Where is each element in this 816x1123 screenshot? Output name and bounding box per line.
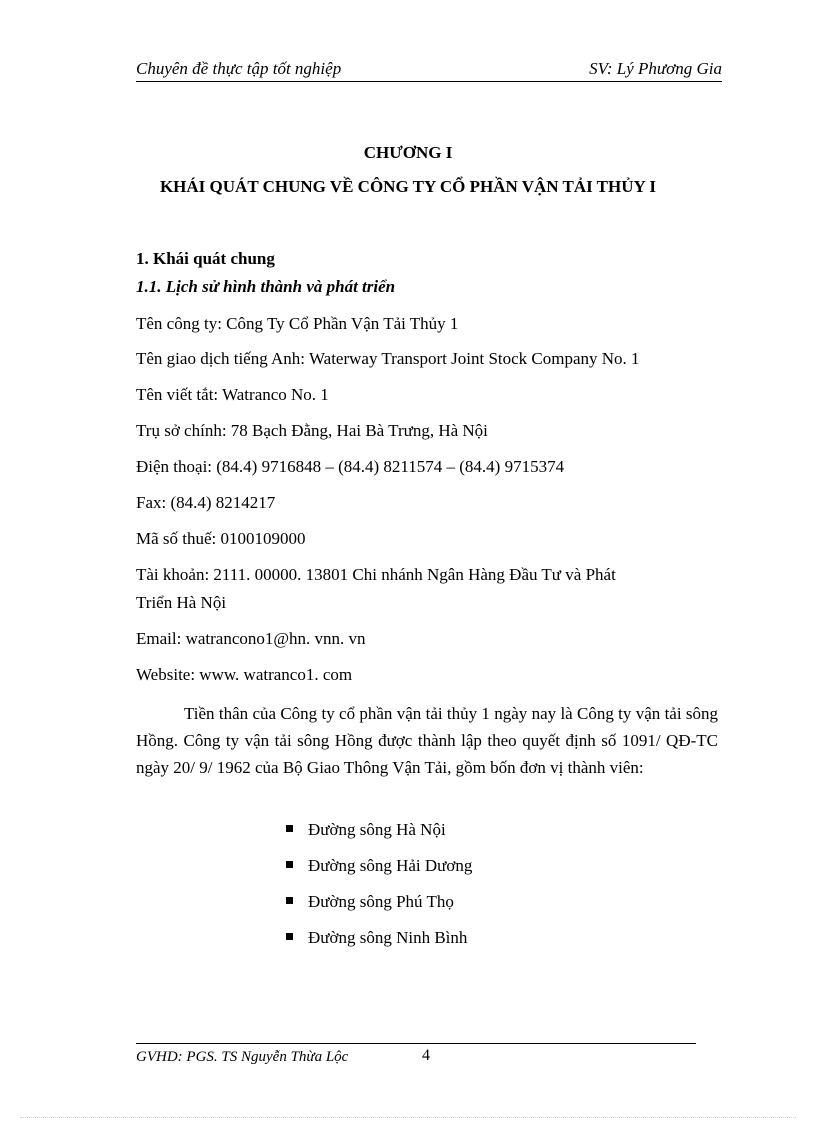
chapter-number: CHƯƠNG I [363,143,453,162]
list-item [286,928,472,964]
bullet-square-icon [286,897,293,904]
fax-number: Fax: (84.4) 8214217 [136,493,276,512]
chapter-title: KHÁI QUÁT CHUNG VỀ CÔNG TY CỔ PHẦN VẬN TẢI THỦY I [159,177,657,196]
history-paragraph: Tiền thân của Công ty cổ phần vận tải thủy 1 ngày nay là Công ty vận tải sông Hồng. Công ty vận tải sông Hồng được thành lập theo quyết định số 1091/ QĐ-TC ngày 20/ 9/ 1962 của Bộ Giao Thông Vận Tải, gồm bốn đơn vị thành viên: [136,704,718,777]
page-number: 4 [422,1047,430,1064]
page-bottom-divider [20,1117,796,1118]
member-unit-name: Đường sông Ninh Bình [308,928,468,947]
email-address: Email: watrancono1@hn. vnn. vn [136,629,366,648]
bullet-square-icon [286,825,293,832]
footer-divider [136,1043,696,1044]
footer-advisor: GVHD: PGS. TS Nguyễn Thừa Lộc [136,1049,349,1065]
list-item [286,856,472,892]
company-name: Tên công ty: Công Ty Cổ Phần Vận Tải Thủy 1 [136,314,459,333]
phone-numbers: Điện thoại: (84.4) 9716848 – (84.4) 8211574 – (84.4) 9715374 [136,457,565,476]
list-item [286,820,472,856]
list-item [286,892,472,928]
bullet-square-icon [286,933,293,940]
member-unit-name: Đường sông Hải Dương [308,856,473,875]
abbreviation: Tên viết tắt: Watranco No. 1 [136,385,329,404]
section-heading: 1. Khái quát chung [136,249,275,268]
website-address: Website: www. watranco1. com [136,665,353,684]
bullet-square-icon [286,861,293,868]
tax-code: Mã số thuế: 0100109000 [136,529,306,548]
page-header [136,57,722,82]
header-student-name: SV: Lý Phương Gia [589,59,722,78]
subsection-heading: 1.1. Lịch sử hình thành và phát triển [136,277,396,296]
member-unit-name: Đường sông Phú Thọ [308,892,454,911]
bank-account-line1: Tài khoản: 2111. 00000. 13801 Chi nhánh Ngân Hàng Đầu Tư và Phát [136,565,616,584]
member-units-list [286,820,472,964]
bank-account-line2: Triển Hà Nội [136,593,227,612]
member-unit-name: Đường sông Hà Nội [308,820,446,839]
headquarters: Trụ sở chính: 78 Bạch Đằng, Hai Bà Trưng, Hà Nội [136,421,488,440]
english-trade-name: Tên giao dịch tiếng Anh: Waterway Transport Joint Stock Company No. 1 [136,349,640,368]
header-document-title: Chuyên đề thực tập tốt nghiệp [136,59,342,78]
